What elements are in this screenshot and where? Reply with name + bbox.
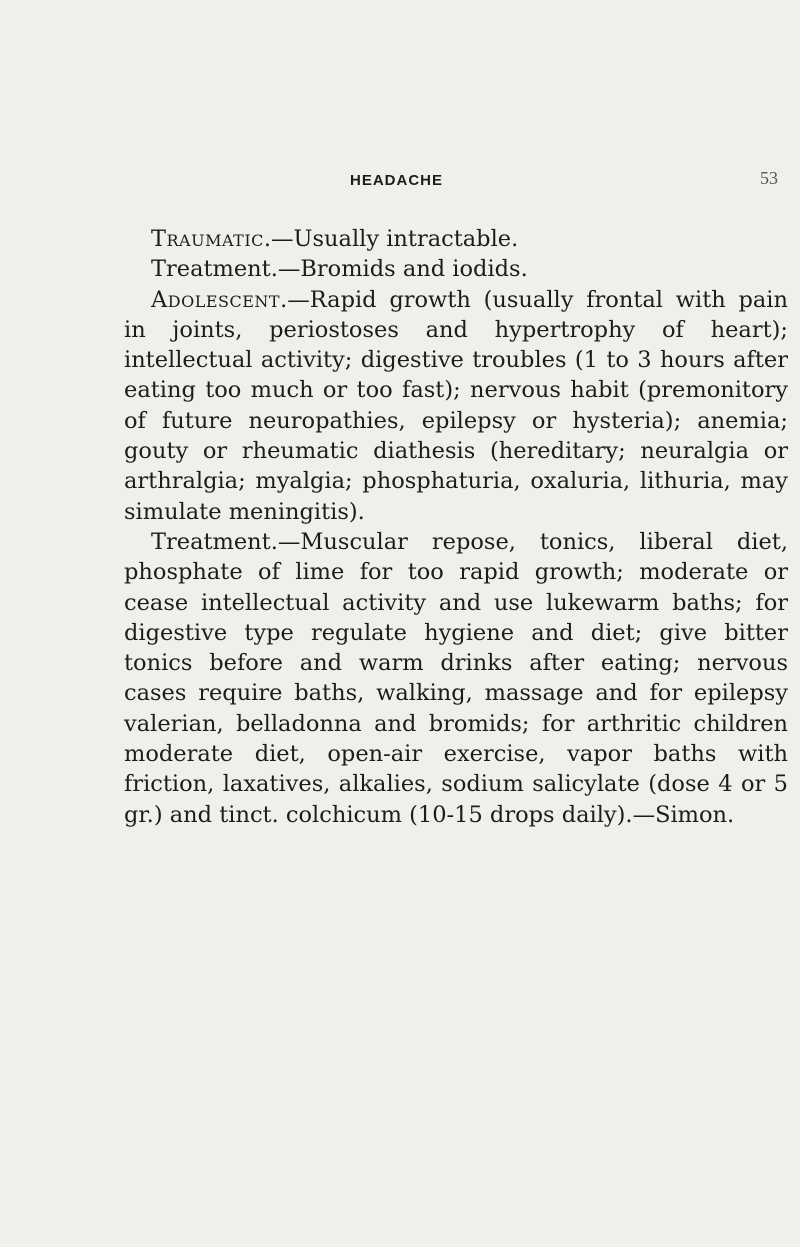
traumatic-intro: .—Usually intractable. <box>263 226 519 252</box>
traumatic-paragraph <box>124 224 788 254</box>
adolescent-heading: Adolescent <box>151 286 281 313</box>
running-head <box>0 168 800 194</box>
adolescent-paragraph <box>124 285 788 527</box>
adolescent-intro: .—Rapid growth (usually frontal with pain in joints, periostoses and hypertrophy of heart); intellectual activity; digestive troubles (1 to 3 hours after eating too much or too fast); nervous habit (premonitory of future neuropathies, epilepsy or hysteria); anemia; gouty or rheumatic diathesis (hereditary; neuralgia or arthralgia; myalgia; phosphaturia, oxaluria, lithuria, may simulate meningitis). <box>124 286 788 525</box>
running-title: HEADACHE <box>350 172 444 189</box>
traumatic-heading: Traumatic <box>151 226 264 252</box>
adolescent-treatment: Treatment.—Muscular repose, tonics, liberal diet, phosphate of lime for too rapid growth; moderate or cease intellectual activity and use lukewarm baths; for digestive type regulate hygiene and diet; give bitter tonics before and warm drinks after eating; nervous cases require baths, walking, massage and for epilepsy valerian, belladonna and bromids; for arthritic children moderate diet, open-air exercise, vapor baths with friction, laxatives, alkalies, sodium salicylate (dose 4 or 5 gr.) and tinct. colchicum (10-15 drops daily).—Simon. <box>124 528 788 828</box>
page-number: 53 <box>760 168 778 188</box>
traumatic-treatment: Treatment.—Bromids and iodids. <box>151 256 528 283</box>
body-text <box>124 224 788 830</box>
